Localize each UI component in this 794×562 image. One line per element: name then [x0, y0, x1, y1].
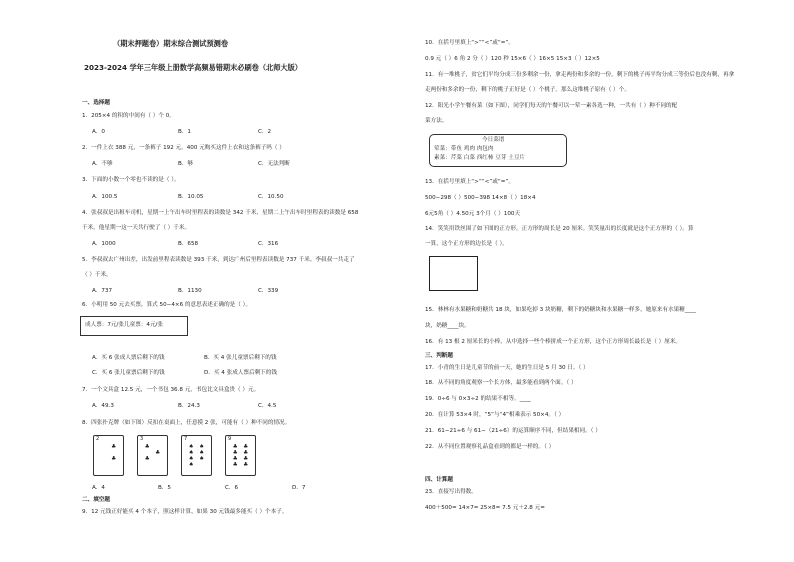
question-20: 20．在计算 53×4 时，“5”与“4”相乘表示 50×4。（ ） [425, 412, 565, 418]
question-5-line1: 5．李叔叔去广州出差，出发前里程表读数是 393 千米，到达广州后里程表读数是 737 千米。李叔叔一共走了 [82, 257, 355, 263]
q5-option-a: A．737 [92, 288, 113, 294]
question-21: 21．61−21÷6 与 61−（21÷6）的运算顺序不同，但结果相同。（ ） [425, 428, 601, 434]
question-2: 2．一件上衣 388 元，一条裤子 192 元。400 元购买这件上衣和这条裤子吗（ ） [82, 145, 285, 151]
q4-option-b: B．658 [178, 241, 199, 247]
question-12-line2: 菜方法。 [425, 118, 448, 124]
question-14-line2: 一算，这个正方形的边长是（ ）。 [425, 241, 508, 247]
q1-option-c: C．2 [258, 129, 272, 135]
playing-card-3 [137, 435, 168, 476]
club-pips-icon: ♣ ♣ [111, 444, 117, 462]
q2-option-a: A．不够 [92, 161, 113, 167]
question-12-line1: 12．阳光小学午餐有菜（如下图），同学们每天的午餐可以一荤一素各选一种，一共有（ ）种不同的配 [425, 103, 678, 109]
ticket-price-text: 成人票：7元/张儿童票：4元/张 [85, 322, 164, 328]
question-1: 1．205×4 的积的中间有（ ）个 0。 [82, 113, 175, 119]
question-23: 23．直接写出得数。 [425, 489, 477, 495]
section-fill-heading: 二、填空题 [82, 497, 110, 503]
question-18: 18．从不同的角度观察一个长方体，最多能看到两个面。（ ） [425, 380, 577, 386]
q6-option-a: A．买 6 张成人票后剩下的钱 [92, 355, 165, 361]
q1-option-a: A．0 [92, 129, 105, 135]
q7-option-b: B．24.3 [178, 403, 200, 409]
question-17: 17．小青的生日是儿童节的前一天，她的生日是 5 月 30 日。（ ） [425, 365, 589, 371]
exam-title: （期末押题卷）期末综合测试预测卷 [113, 39, 229, 48]
playing-card-7 [181, 435, 212, 476]
question-13: 13．在括号里填上“>”“<”或“=”。 [425, 179, 514, 185]
question-10: 10．在括号里填上“>”“<”或“=”。 [425, 40, 514, 46]
q4-option-c: C．316 [258, 241, 279, 247]
question-7: 7．一个文具盒 12.5 元，一个书包 36.8 元，书包比文具盒贵（ ）元。 [82, 387, 260, 393]
question-22: 22．从不同位置观察礼品盒看到的都是一样的。（ ） [425, 444, 555, 450]
section-choice-heading: 一、选择题 [82, 100, 110, 106]
q6-option-b: B．买 4 张儿童票后剩下的钱 [204, 355, 277, 361]
q2-option-c: C．无法判断 [258, 161, 290, 167]
playing-card-2 [93, 435, 124, 476]
menu-title: 今日菜谱 [482, 137, 505, 143]
q8-option-a: A．4 [92, 485, 105, 491]
question-4-line2: 千米。他星期一这一天共行驶了（ ）千米。 [82, 225, 191, 231]
q8-option-d: D．7 [292, 485, 306, 491]
wire-square-figure [429, 256, 478, 291]
menu-meat-dishes: 荤菜：带鱼 鸡肉 肉包肉 [434, 146, 494, 152]
q2-option-b: B．够 [178, 161, 194, 167]
q23-calculations: 400＋500= 14×7= 25×8= 7.5 元＋2.8 元= [425, 505, 545, 511]
club-pips-icon: ♣ ♣ ♣ ♣ ♣ ♣ ♣ ♣ [232, 444, 249, 468]
spade-pips-icon: ♠ ♠ ♠ ♠ ♠ ♠ ♠ [188, 444, 205, 468]
question-15-line2: 块，奶糖____块。 [425, 323, 470, 329]
q5-option-b: B．1130 [178, 288, 202, 294]
q13-row-1: 500−298（ ）500−398 14×8（ ）18×4 [425, 195, 536, 201]
section-calc-heading: 四、计算题 [425, 477, 453, 483]
card-rank: 7 [184, 436, 188, 442]
q1-option-b: B．1 [178, 129, 191, 135]
card-rank: 3 [140, 436, 144, 442]
exam-subtitle: 2023-2024 学年三年级上册数学高频易错期末必刷卷（北师大版） [84, 63, 302, 72]
question-9: 9．12 元钱正好能买 4 个本子，照这样计算，如果 30 元钱最多能买（ ）个本子。 [82, 509, 288, 515]
q7-option-c: C．4.5 [258, 403, 277, 409]
q3-option-a: A．100.5 [92, 194, 118, 200]
q13-row-2: 6元5角（ ）4.50元 3个月（ ）100天 [425, 211, 521, 217]
question-4-line1: 4．张叔叔是出租车司机，星期一上午出车时里程表的读数是 342 千米，星期二上午出车时里程表的读数是 658 [82, 210, 359, 216]
card-rank: 2 [96, 436, 100, 442]
question-3: 3．下面的小数一个零也不读的是（ ）。 [82, 177, 180, 183]
question-6: 6．小明用 50 元去买票，算式 50−4×6 的意思表述正确的是（ ）。 [82, 302, 252, 308]
question-14-line1: 14．笑笑用铁丝围了如下图的正方形，正方形的周长是 20 厘米。笑笑量出的长度就是这个正方形的（ ）。算 [425, 226, 694, 232]
q8-option-b: B．5 [158, 485, 171, 491]
menu-vegetable-dishes: 素菜：芹菜 白菜 西红柿 豆芽 土豆片 [434, 155, 526, 161]
question-5-line2: （ ）千米。 [82, 272, 112, 278]
question-8: 8．四张扑克牌（如下图）反扣在桌面上，任意摸 2 张，可能有（ ）种不同的情况。 [82, 420, 291, 426]
question-11-line1: 11．有一堆桃子，贫它们平均分成三份多剩余一份，拿走两份和多余的一份，剩下的桃子再平均分成三等份后也没有剩，再拿 [425, 72, 735, 78]
section-judge-heading: 三、判断题 [425, 353, 453, 359]
q6-option-d: D．买 4 张成人票后剩下的钱 [204, 370, 277, 376]
card-rank: 9 [228, 436, 232, 442]
q7-option-a: A．49.3 [92, 403, 114, 409]
question-16: 16．有 13 根 2 厘米长的小棒，从中选择一些个棒拼成一个正方形，这个正方形周长最长是（ ）厘米。 [425, 339, 682, 345]
q10-comparisons: 0.9 元（ ）6 角 2 分（ ）120 秒 15×6（ ）16×5 15×3（ ）12×5 [425, 56, 600, 62]
playing-card-9 [225, 435, 256, 476]
q6-option-c: C．买 6 张儿童票后剩下的钱 [92, 370, 165, 376]
question-11-line2: 走两份和多余的一份，剩下的桃子正好是（ ）个桃子。那么这堆桃子原有（ ）个。 [425, 87, 630, 93]
club-pips-icon: ♣ ♣ ♣ [144, 444, 161, 462]
q4-option-a: A．1000 [92, 241, 116, 247]
q8-option-c: C．6 [225, 485, 239, 491]
q3-option-b: B．10.05 [178, 194, 204, 200]
question-15-line1: 15．林林有水果糖和奶糖共 18 块，如果吃掉 3 块奶糖，剩下的奶糖块和水果糖一样多，她原来有水果糖____ [425, 307, 697, 313]
q3-option-c: C．10.50 [258, 194, 284, 200]
q5-option-c: C．339 [258, 288, 279, 294]
question-19: 19．0÷6 与 0×3÷2 的结果不相等。____ [425, 396, 531, 402]
